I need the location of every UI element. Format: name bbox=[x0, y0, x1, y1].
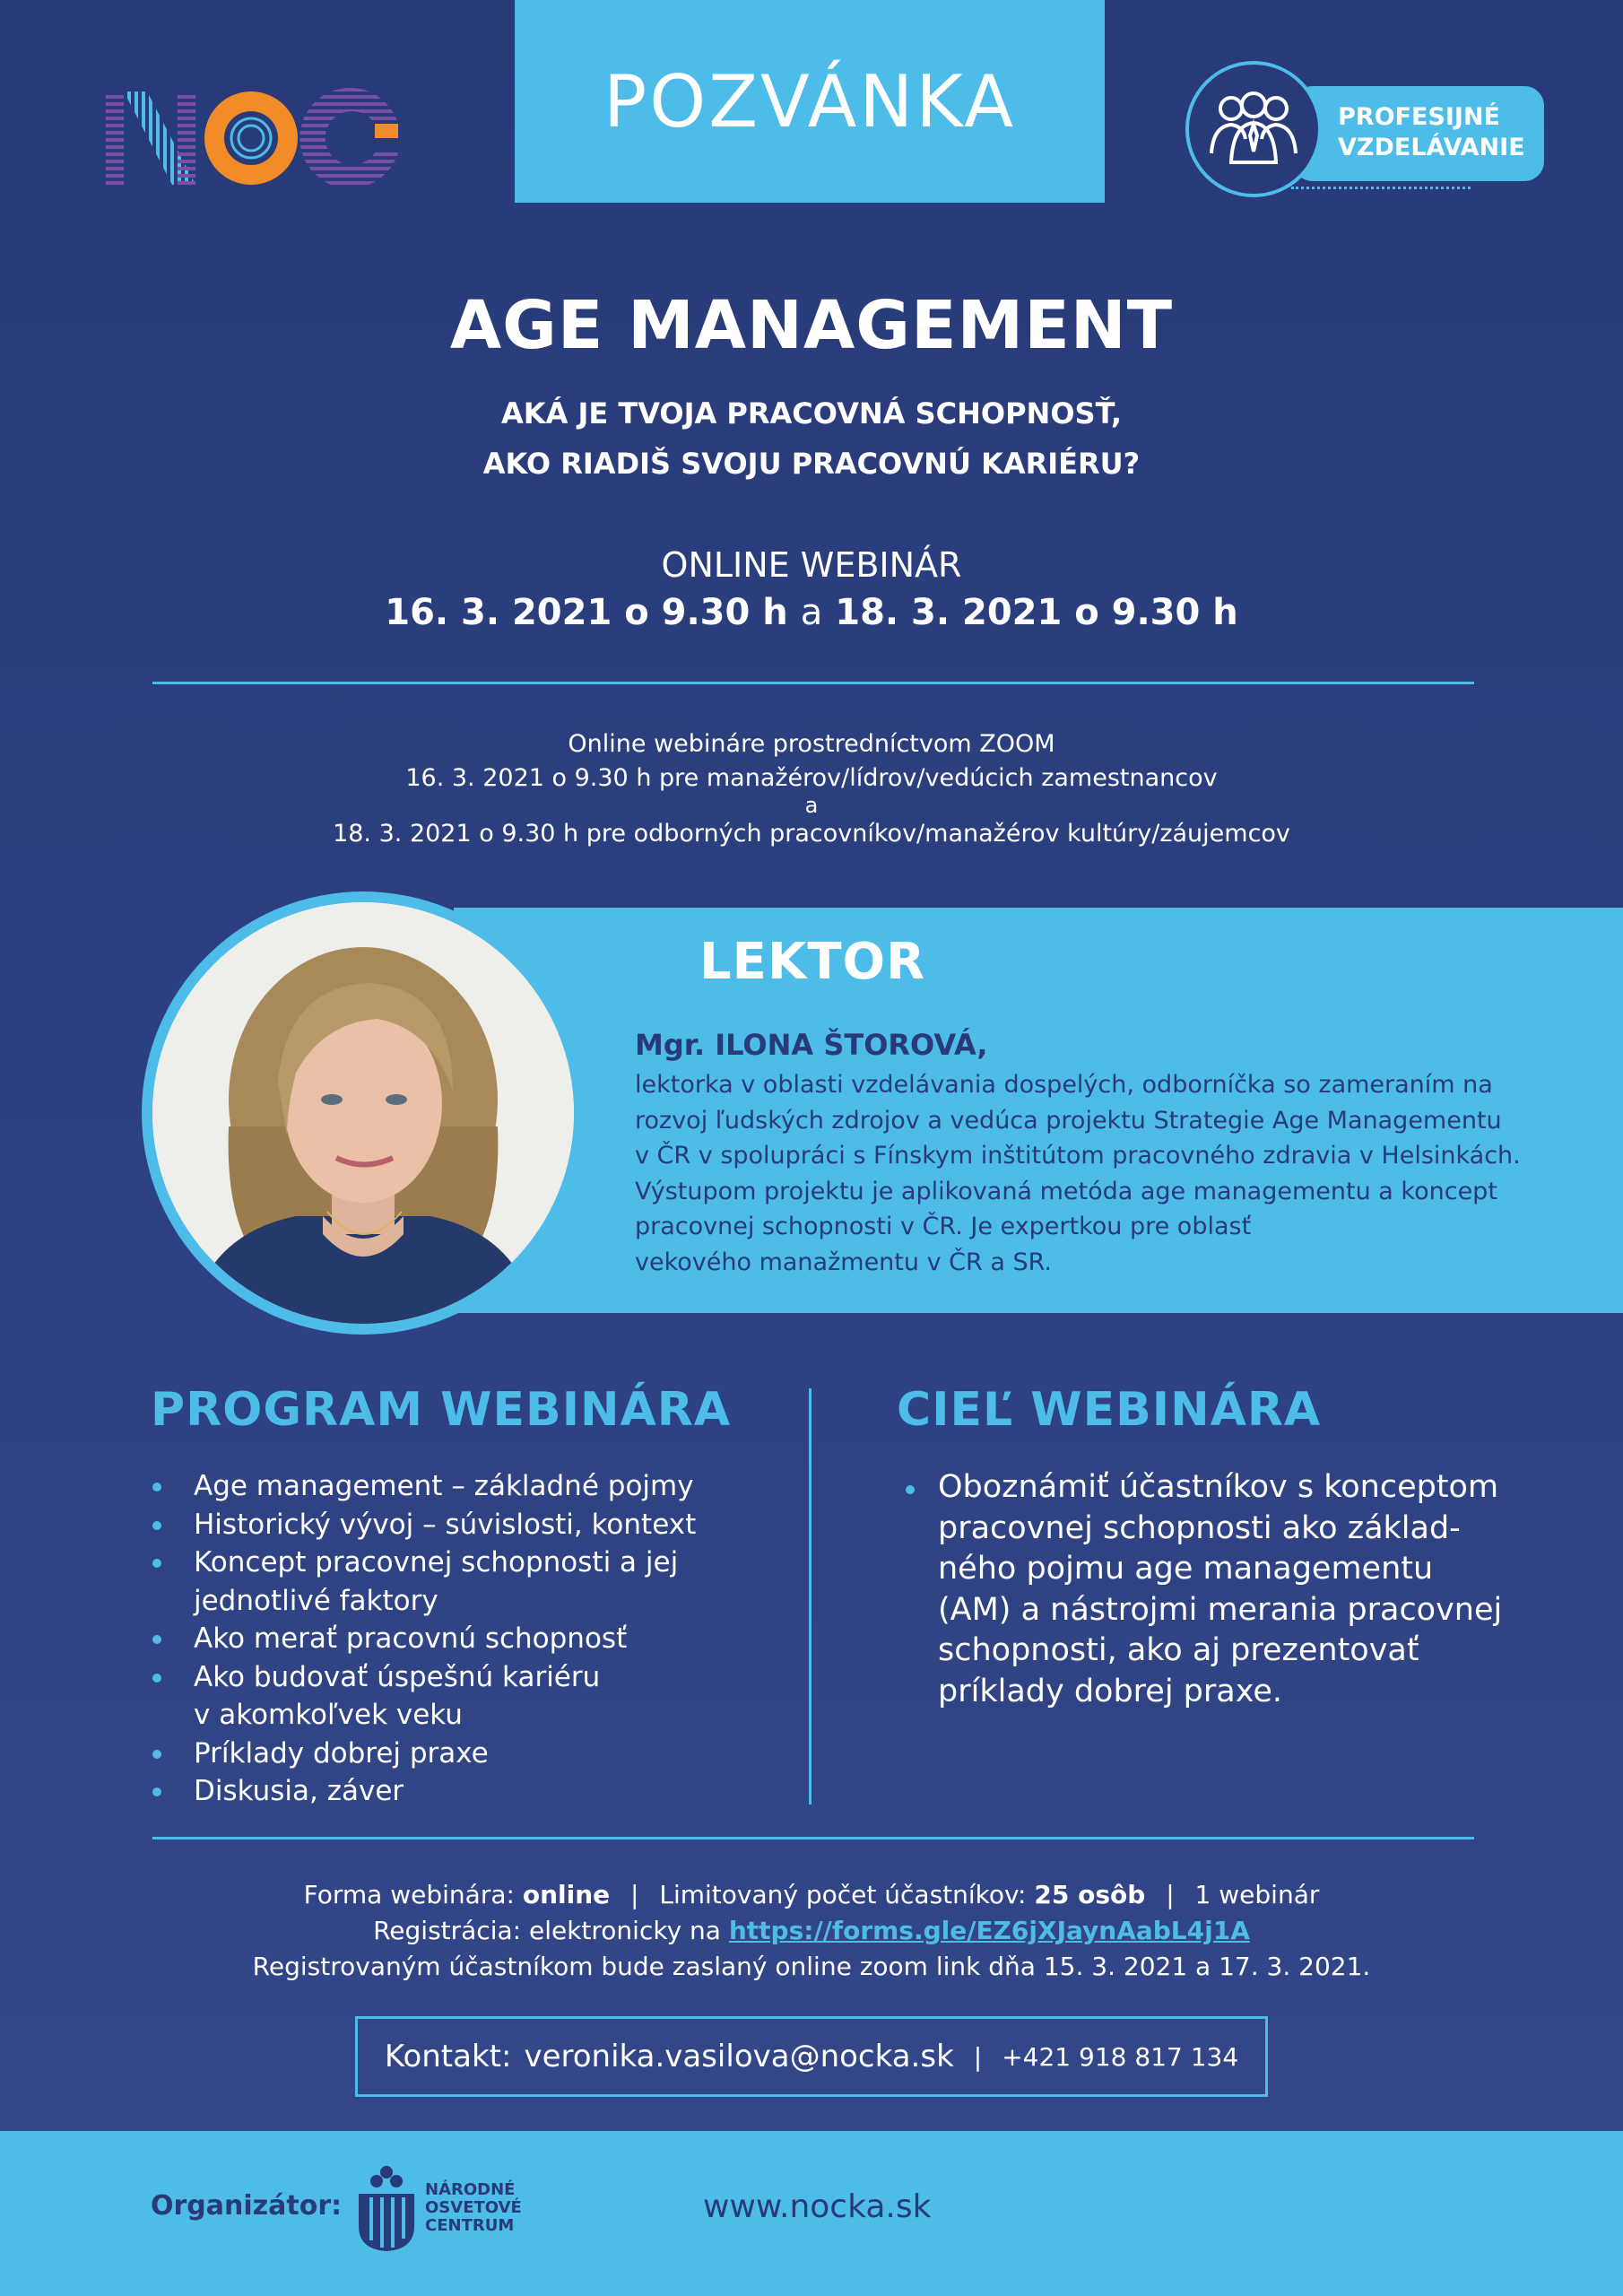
bio-line: v ČR v spolupráci s Fínskym inštitútom pracovného zdravia v Helsinkách. bbox=[635, 1142, 1521, 1170]
contact-label: Kontakt: bbox=[384, 2039, 512, 2074]
info-line-4: 18. 3. 2021 o 9.30 h pre odborných pracovníkov/manažérov kultúry/záujemcov bbox=[333, 820, 1290, 848]
bio-line: lektorka v oblasti vzdelávania dospelých, odborníčka so zameraním na bbox=[635, 1071, 1493, 1099]
program-heading: PROGRAM WEBINÁRA bbox=[151, 1383, 732, 1437]
list-item: Ako merať pracovnú schopnosť bbox=[152, 1620, 780, 1658]
lector-photo bbox=[152, 902, 574, 1324]
lector-name: Mgr. ILONA ŠTOROVÁ, bbox=[635, 1028, 988, 1062]
section-divider bbox=[809, 1388, 812, 1805]
contact-box: Kontakt: veronika.vasilova@nocka.sk | +421 918 817 134 bbox=[355, 2016, 1268, 2097]
list-item: Koncept pracovnej schopnosti a jej jednotlivé faktory bbox=[152, 1544, 780, 1620]
bio-line: pracovnej schopnosti v ČR. Je expertkou pre oblasť bbox=[635, 1213, 1252, 1240]
professional-education-badge bbox=[1185, 61, 1562, 204]
info-line-2: 16. 3. 2021 o 9.30 h pre manažérov/lídrov/vedúcich zamestnancov bbox=[405, 764, 1218, 792]
webinar-form-line: Forma webinára: online | Limitovaný počet účastníkov: 25 osôb | 1 webinár bbox=[303, 1880, 1320, 1909]
lector-heading: LEKTOR bbox=[699, 933, 926, 991]
registration-note: Registrovaným účastníkom bude zaslaný online zoom link dňa 15. 3. 2021 a 17. 3. 2021. bbox=[252, 1952, 1371, 1981]
goal-text: Oboznámiť účastníkov s konceptom pracovnej schopnosti ako základ- ného pojmu age managementu (AM) a nástrojmi merania pracovnej schopnosti, ako aj prezentovať príklady dobrej praxe. bbox=[902, 1467, 1566, 1712]
organizer-label: Organizátor: bbox=[151, 2190, 343, 2222]
bio-line: vekového manažmentu v ČR a SR. bbox=[635, 1248, 1052, 1276]
list-item: Age management – základné pojmy bbox=[152, 1467, 780, 1506]
bio-line: rozvoj ľudských zdrojov a vedúca projektu Strategie Age Managementu bbox=[635, 1106, 1502, 1135]
goal-heading: CIEĽ WEBINÁRA bbox=[897, 1383, 1322, 1437]
bullet-icon bbox=[152, 1750, 161, 1759]
divider-top bbox=[152, 682, 1474, 684]
noc-logo bbox=[106, 88, 402, 188]
info-line-3: a bbox=[804, 793, 819, 818]
bio-line: Výstupom projektu je aplikovaná metóda age managementu a koncept bbox=[635, 1177, 1497, 1205]
list-item: Príklady dobrej praxe bbox=[152, 1735, 780, 1773]
event-title: AGE MANAGEMENT bbox=[449, 287, 1174, 364]
lector-bio bbox=[635, 1067, 1585, 1280]
website-link[interactable]: www.nocka.sk bbox=[703, 2188, 932, 2225]
webinar-dates bbox=[0, 592, 1623, 633]
invitation-banner bbox=[515, 0, 1105, 203]
program-list bbox=[152, 1467, 780, 1811]
limit-value: 25 osôb bbox=[1034, 1880, 1146, 1909]
bullet-icon bbox=[906, 1485, 915, 1494]
badge-dots bbox=[1291, 187, 1471, 189]
contact-phone[interactable]: +421 918 817 134 bbox=[1002, 2041, 1239, 2072]
info-line-1: Online webináre prostredníctvom ZOOM bbox=[568, 730, 1055, 758]
bullet-icon bbox=[152, 1559, 161, 1568]
date-2: 18. 3. 2021 o 9.30 h bbox=[835, 592, 1238, 633]
organizer-name: NÁRODNÉ OSVETOVÉ CENTRUM bbox=[425, 2180, 522, 2235]
badge-text: PROFESIJNÉ VZDELÁVANIE bbox=[1338, 103, 1525, 161]
list-item: Ako budovať úspešnú kariéru v akomkoľvek veku bbox=[152, 1658, 780, 1735]
and-word: a bbox=[800, 592, 823, 633]
bullet-icon bbox=[152, 1521, 161, 1530]
webinar-format-label: ONLINE WEBINÁR bbox=[661, 545, 962, 585]
bullet-icon bbox=[152, 1787, 161, 1796]
form-value: online bbox=[522, 1880, 611, 1909]
bullet-icon bbox=[152, 1483, 161, 1492]
contact-email[interactable]: veronika.vasilova@nocka.sk bbox=[524, 2039, 954, 2074]
people-icon bbox=[1185, 61, 1322, 197]
list-item: Diskusia, záver bbox=[152, 1772, 780, 1811]
noc-emblem-icon bbox=[355, 2163, 418, 2253]
divider-bottom bbox=[152, 1837, 1474, 1839]
date-1: 16. 3. 2021 o 9.30 h bbox=[385, 592, 788, 633]
event-subtitle-line1: AKÁ JE TVOJA PRACOVNÁ SCHOPNOSŤ, bbox=[501, 396, 1122, 430]
list-item: Historický vývoj – súvislosti, kontext bbox=[152, 1506, 780, 1544]
invitation-label: POZVÁNKA bbox=[603, 59, 1016, 144]
registration-link[interactable]: https://forms.gle/EZ6jXJaynAabL4j1A bbox=[728, 1916, 1250, 1945]
bullet-icon bbox=[152, 1635, 161, 1644]
event-subtitle-line2: AKO RIADIŠ SVOJU PRACOVNÚ KARIÉRU? bbox=[482, 447, 1141, 481]
registration-line: Registrácia: elektronicky na https://forms.gle/EZ6jXJaynAabL4j1A bbox=[373, 1916, 1250, 1945]
bullet-icon bbox=[152, 1674, 161, 1683]
